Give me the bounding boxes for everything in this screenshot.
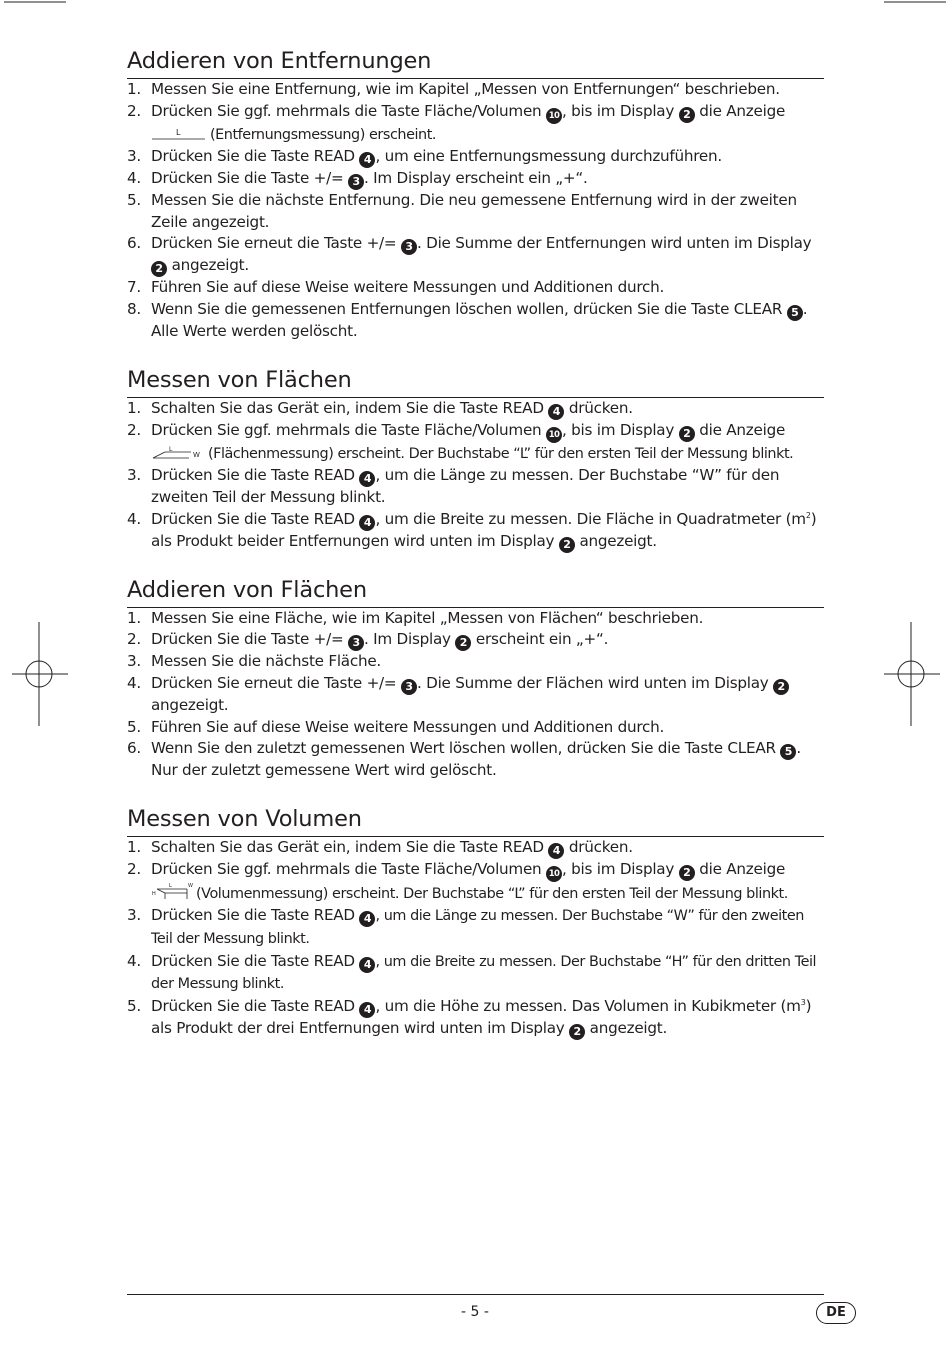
- section-addieren-flaechen: [127, 575, 824, 782]
- distance-display-icon: [151, 127, 207, 141]
- list-item: 2. Drücken Sie ggf. mehrmals die Taste Fläche/Volumen 10 , bis im Display 2 die Anzeige L (Entfernungsmessung) erscheint.: [127, 101, 786, 143]
- svg-text:W: W: [188, 882, 193, 889]
- key-badge-icon: 3: [401, 679, 417, 695]
- list-item: 1. Schalten Sie das Gerät ein, indem Sie die Taste READ 4 drücken.: [127, 837, 633, 857]
- display-badge-icon: 2: [559, 537, 575, 553]
- list-item: 7. Führen Sie auf diese Weise weitere Messungen und Additionen durch.: [127, 278, 665, 297]
- step-list: [127, 398, 824, 553]
- list-item: 4. Drücken Sie die Taste READ 4 , um die Breite zu messen. Der Buchstabe “H” für den dritten Teil der Messung blinkt.: [127, 951, 817, 993]
- key-badge-icon: 10: [546, 427, 562, 443]
- crop-mark-top-right: [880, 0, 950, 10]
- display-badge-icon: 2: [151, 261, 167, 277]
- key-badge-icon: 5: [787, 305, 803, 321]
- section-title: Addieren von Flächen: [127, 575, 824, 608]
- list-item: 6. Wenn Sie den zuletzt gemessenen Wert löschen wollen, drücken Sie die Taste CLEAR 5 . Nur der zuletzt gemessene Wert wird gelöscht.: [127, 739, 801, 780]
- registration-mark-left: [10, 620, 70, 728]
- section-title: Addieren von Entfernungen: [127, 46, 824, 79]
- list-item: 2. Drücken Sie die Taste +/= 3 . Im Display 2 erscheint ein „+“.: [127, 630, 609, 650]
- svg-text:L: L: [169, 882, 172, 889]
- volume-display-icon: [151, 882, 193, 900]
- list-item: 3. Drücken Sie die Taste READ 4 , um eine Entfernungsmessung durchzuführen.: [127, 147, 722, 167]
- key-badge-icon: 4: [359, 911, 375, 927]
- key-badge-icon: 10: [546, 108, 562, 124]
- list-item: 5. Messen Sie die nächste Entfernung. Die neu gemessene Entfernung wird in der zweiten Zeile angezeigt.: [127, 191, 797, 231]
- key-badge-icon: 4: [548, 843, 564, 859]
- key-badge-icon: 3: [348, 635, 364, 651]
- step-list: [127, 79, 824, 343]
- key-badge-icon: 4: [359, 471, 375, 487]
- key-badge-icon: 3: [401, 239, 417, 255]
- key-badge-icon: 4: [359, 515, 375, 531]
- list-item: 6. Drücken Sie erneut die Taste +/= 3 . Die Summe der Entfernungen wird unten im Display 2 angezeigt.: [127, 234, 812, 276]
- step-list: [127, 608, 824, 782]
- registration-mark-right: [882, 620, 942, 728]
- list-item: 3. Drücken Sie die Taste READ 4 , um die Länge zu messen. Der Buchstabe “W” für den zweiten Teil der Messung blinkt.: [127, 466, 780, 507]
- key-badge-icon: 4: [359, 957, 375, 973]
- svg-text:W: W: [193, 450, 200, 459]
- display-badge-icon: 2: [773, 679, 789, 695]
- area-display-icon: [151, 446, 205, 460]
- list-item: 5. Drücken Sie die Taste READ 4 , um die Höhe zu messen. Das Volumen in Kubikmeter $(m^3)$ als Produkt der drei Entfernungen wird unten im Display 2 angezeigt.: [127, 996, 812, 1038]
- key-badge-icon: 3: [348, 174, 364, 190]
- section-messen-volumen: [127, 804, 824, 1040]
- list-item: 4. Drücken Sie die Taste +/= 3 . Im Display erscheint ein „+“.: [127, 169, 588, 189]
- list-item: 1. Messen Sie eine Entfernung, wie im Kapitel „Messen von Entfernungen“ beschrieben.: [127, 80, 780, 98]
- page-number: - 5 -: [461, 1304, 489, 1320]
- list-item: 5. Führen Sie auf diese Weise weitere Messungen und Additionen durch.: [127, 717, 665, 736]
- key-badge-icon: 4: [548, 404, 564, 420]
- display-badge-icon: 2: [569, 1024, 585, 1040]
- key-badge-icon: 10: [546, 866, 562, 882]
- footer-divider: [127, 1294, 824, 1295]
- list-item: 2. Drücken Sie ggf. mehrmals die Taste Fläche/Volumen 10 , bis im Display 2 die Anzeige L W (Flächenmessung) erscheint. Der Buchstabe “L” für den ersten Teil der Messung blinkt.: [127, 420, 794, 462]
- list-item: 8. Wenn Sie die gemessenen Entfernungen löschen wollen, drücken Sie die Taste CLEAR 5 . Alle Werte werden gelöscht.: [127, 299, 808, 340]
- display-badge-icon: 2: [679, 107, 695, 123]
- display-badge-icon: 2: [679, 426, 695, 442]
- section-messen-flaechen: [127, 365, 824, 553]
- list-item: 1. Messen Sie eine Fläche, wie im Kapitel „Messen von Flächen“ beschrieben.: [127, 608, 704, 627]
- list-item: 1. Schalten Sie das Gerät ein, indem Sie die Taste READ 4 drücken.: [127, 398, 633, 418]
- svg-text:L: L: [176, 127, 181, 137]
- list-item: 3. Drücken Sie die Taste READ 4 , um die Länge zu messen. Der Buchstabe “W” für den zweiten Teil der Messung blinkt.: [127, 906, 804, 947]
- display-badge-icon: 2: [455, 635, 471, 651]
- list-item: 4. Drücken Sie erneut die Taste +/= 3 . Die Summe der Flächen wird unten im Display 2 angezeigt.: [127, 673, 824, 717]
- svg-text:H: H: [152, 890, 156, 897]
- section-title: Messen von Flächen: [127, 365, 824, 398]
- language-badge: DE: [816, 1302, 856, 1324]
- page-content: [127, 46, 824, 1062]
- list-item: 2. Drücken Sie ggf. mehrmals die Taste Fläche/Volumen 10 , bis im Display 2 die Anzeige L W H (Volumenmessung) erscheint. Der Buchstabe “L” für den ersten Teil der Messung blinkt.: [127, 859, 788, 902]
- key-badge-icon: 4: [359, 152, 375, 168]
- step-list: [127, 837, 824, 1040]
- list-item: 3. Messen Sie die nächste Fläche.: [127, 652, 381, 671]
- display-badge-icon: 2: [679, 865, 695, 881]
- list-item: 4. Drücken Sie die Taste READ 4 , um die Breite zu messen. Die Fläche in Quadratmeter $(m^2)$ als Produkt beider Entfernungen wird unten im Display 2 angezeigt.: [127, 509, 817, 551]
- key-badge-icon: 5: [780, 744, 796, 760]
- section-title: Messen von Volumen: [127, 804, 824, 837]
- key-badge-icon: 4: [359, 1002, 375, 1018]
- section-addieren-entfernungen: [127, 46, 824, 343]
- crop-mark-top-left: [0, 0, 70, 10]
- svg-text:L: L: [169, 445, 173, 453]
